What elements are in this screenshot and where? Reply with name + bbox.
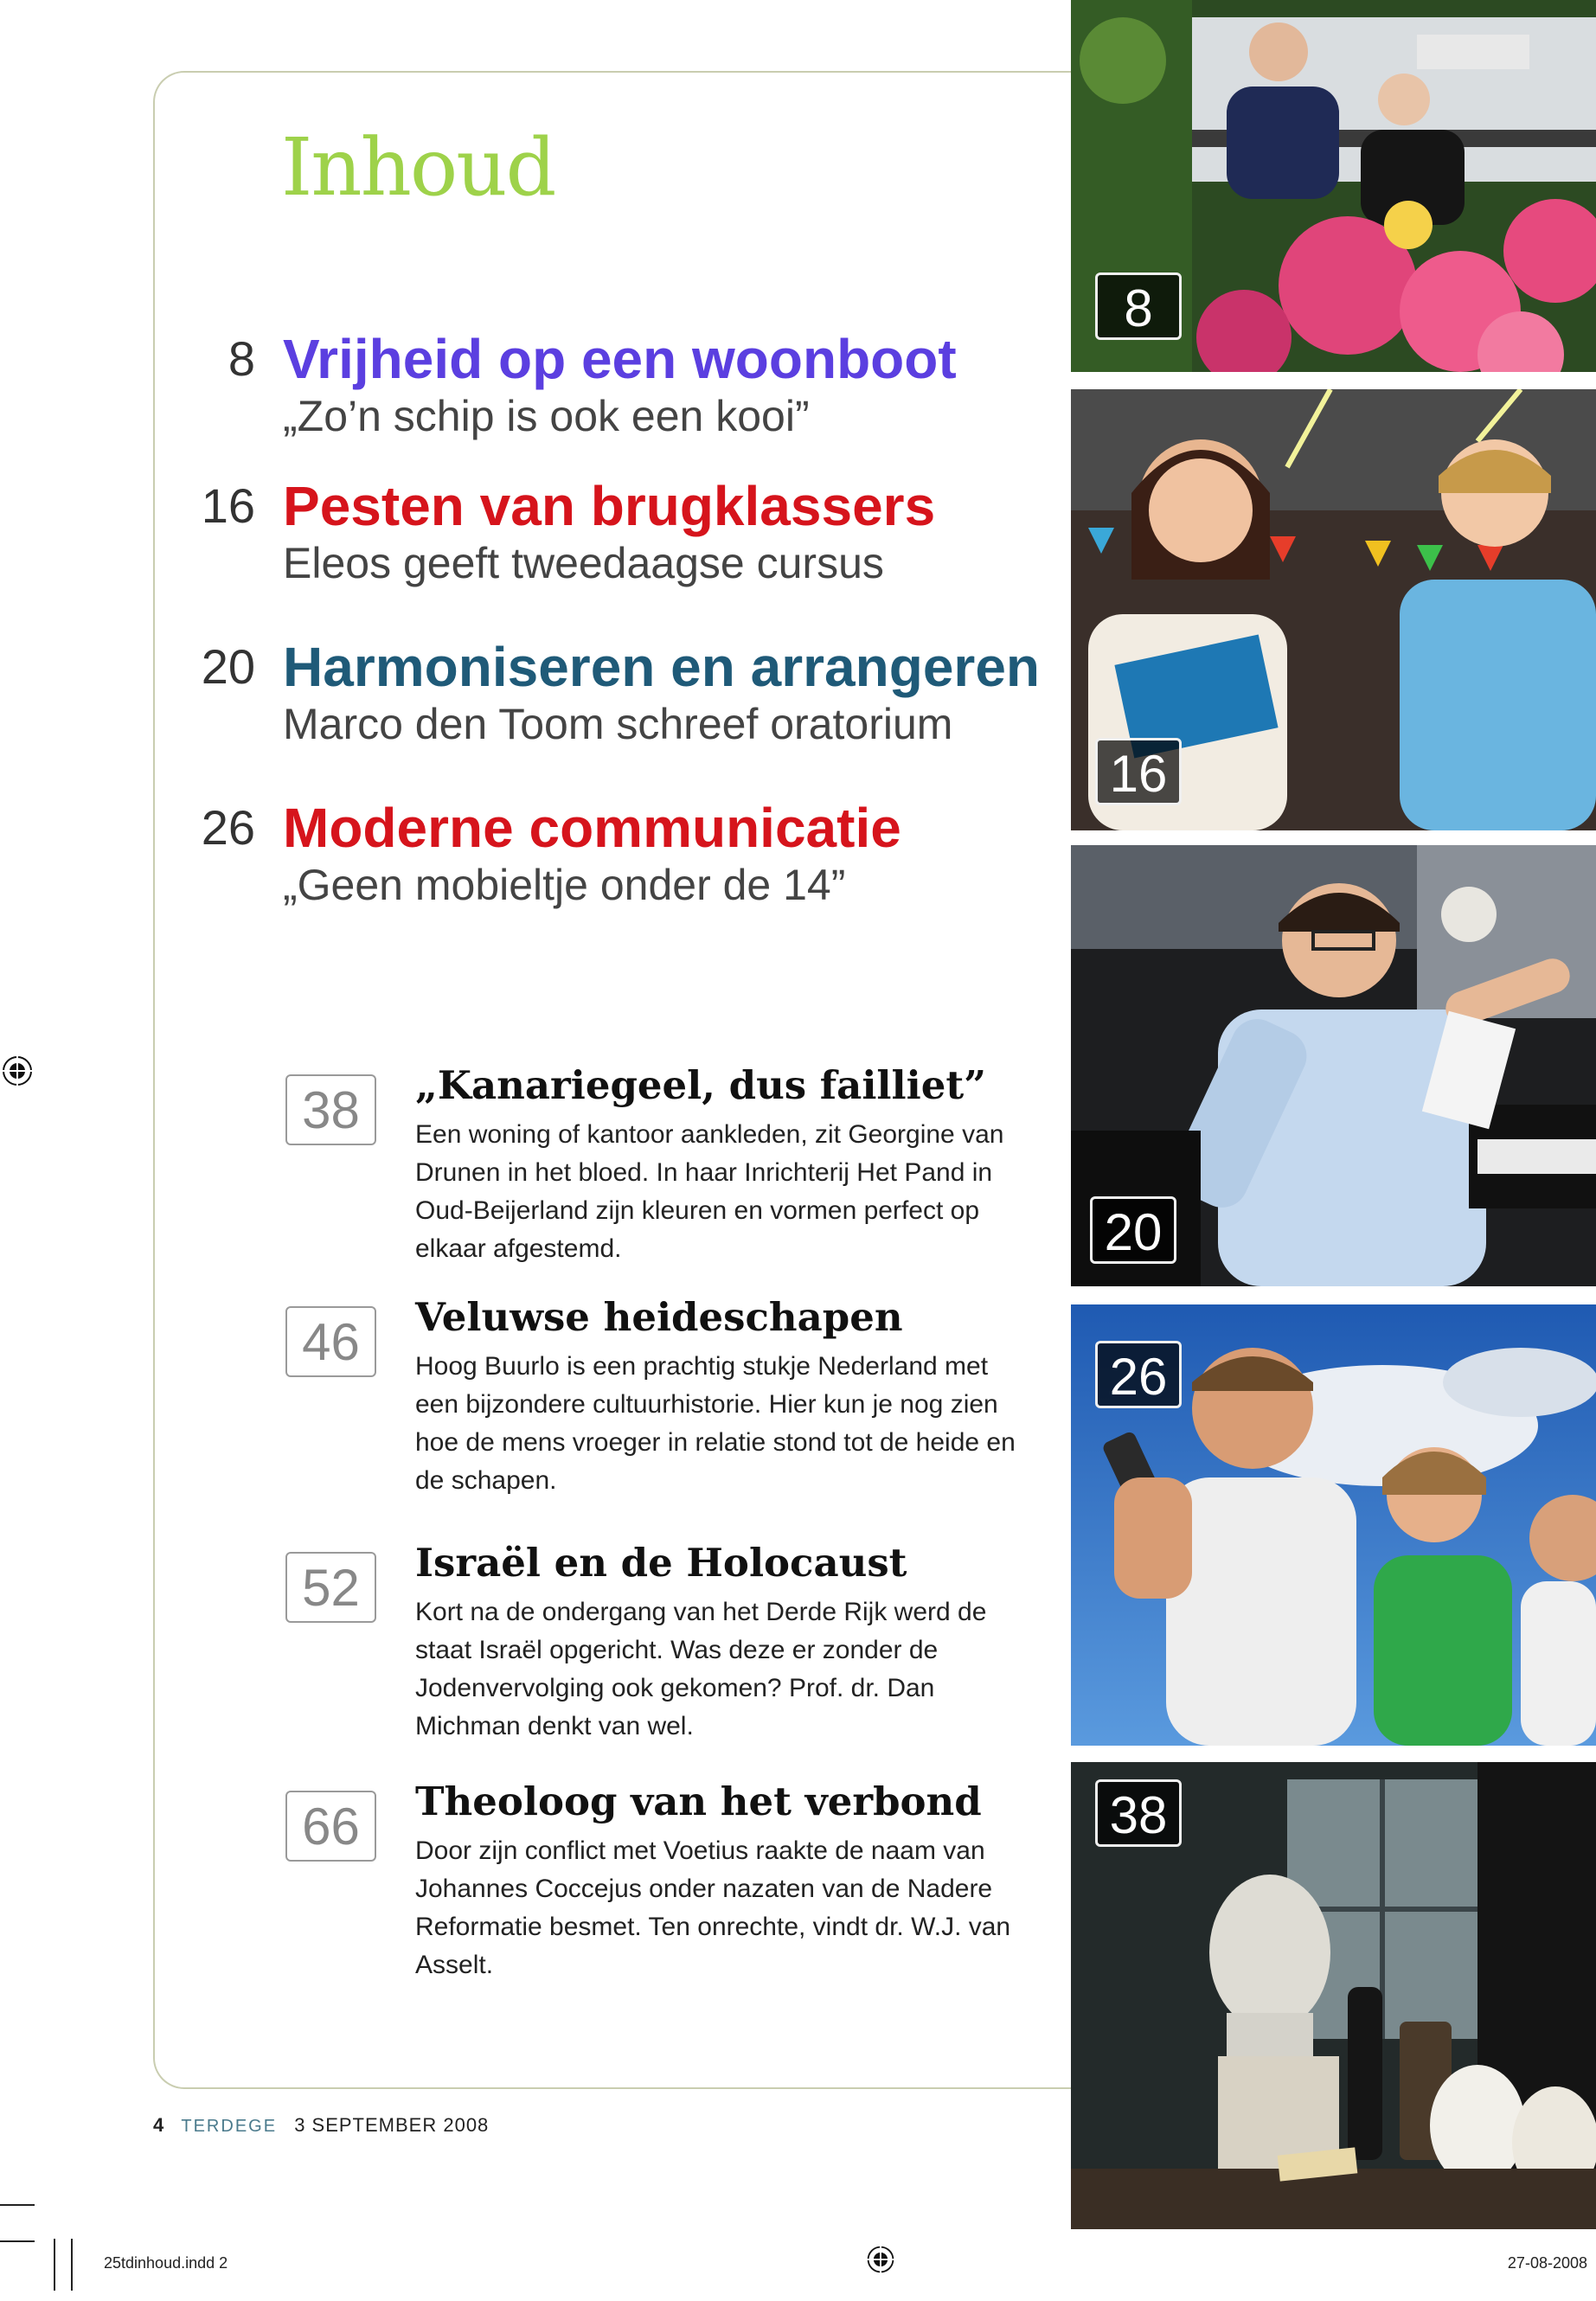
print-slug-date: 27-08-2008	[1507, 2254, 1587, 2272]
feature-page-number: 16	[201, 478, 255, 533]
feature-page-number: 26	[201, 800, 255, 855]
article-title: „Kanariegeel, dus failliet”	[415, 1062, 986, 1108]
feature-subtitle: Eleos geeft tweedaagse cursus	[283, 539, 884, 587]
registration-mark-icon	[865, 2244, 896, 2275]
feature-subtitle: „Geen mobieltje onder de 14”	[283, 861, 846, 909]
feature-title: Harmoniseren en arrangeren	[283, 636, 1040, 698]
article-summary: Door zijn conflict met Voetius raakte de naam van Johannes Coccejus onder nazaten van de Nadere Reformatie besmet. Ten onrechte, vindt dr. W.J. van Asselt.	[415, 1836, 1011, 1979]
feature-title: Pesten van brugklassers	[283, 475, 936, 537]
feature-page-number: 20	[201, 639, 255, 694]
article-summary: Kort na de ondergang van het Derde Rijk werd de staat Israël opgericht. Was deze er zonder de Jodenvervolging ook gekomen? Prof. dr. Dan Michman denkt van wel.	[415, 1598, 987, 1740]
feature-subtitle: Marco den Toom schreef oratorium	[283, 700, 953, 748]
article-page-number: 46	[285, 1306, 376, 1377]
photo-couple-garden[interactable]	[1071, 0, 1596, 372]
feature-title: Moderne communicatie	[283, 797, 901, 859]
crop-mark	[71, 2239, 73, 2291]
crop-mark	[0, 2240, 35, 2242]
registration-mark-icon	[0, 1054, 35, 1088]
photo-students-reading[interactable]	[1071, 389, 1596, 830]
photo-page-badge: 38	[1095, 1779, 1182, 1847]
article-summary: Een woning of kantoor aankleden, zit Georgine van Drunen in het bloed. In haar Inrichterij Het Pand in Oud-Beijerland zijn kleuren en vormen perfect op elkaar afgestemd.	[415, 1120, 1004, 1263]
feature-subtitle: „Zo’n schip is ook een kooi”	[283, 392, 810, 440]
article-title: Veluwse heideschapen	[415, 1294, 903, 1340]
photo-composer-piano[interactable]	[1071, 845, 1596, 1286]
article-title: Israël en de Holocaust	[415, 1540, 907, 1586]
feature-title: Vrijheid op een woonboot	[283, 328, 957, 390]
footer-magazine-name: TERDEGE	[181, 2117, 278, 2136]
crop-mark	[54, 2239, 55, 2291]
photo-still-life-bust[interactable]	[1071, 1762, 1596, 2229]
photo-page-badge: 20	[1090, 1196, 1176, 1264]
footer-page-number: 4	[153, 2114, 164, 2136]
article-page-number: 66	[285, 1791, 376, 1862]
photo-page-badge: 16	[1095, 738, 1182, 805]
footer-date: 3 SEPTEMBER 2008	[294, 2114, 490, 2136]
article-summary: Hoog Buurlo is een prachtig stukje Nederland met een bijzondere cultuurhistorie. Hier kun je nog zien hoe de mens vroeger in relatie stond tot de heide en de schapen.	[415, 1352, 1016, 1495]
page-title: Inhoud	[281, 121, 555, 214]
print-slug-filename: 25tdinhoud.indd 2	[104, 2254, 228, 2272]
page-footer	[153, 2114, 489, 2137]
photo-page-badge: 8	[1095, 272, 1182, 340]
article-page-number: 38	[285, 1074, 376, 1145]
crop-mark	[0, 2204, 35, 2206]
photo-teens-phone[interactable]	[1071, 1304, 1596, 1746]
article-page-number: 52	[285, 1552, 376, 1623]
feature-page-number: 8	[228, 331, 255, 386]
photo-page-badge: 26	[1095, 1341, 1182, 1408]
article-title: Theoloog van het verbond	[415, 1779, 982, 1824]
